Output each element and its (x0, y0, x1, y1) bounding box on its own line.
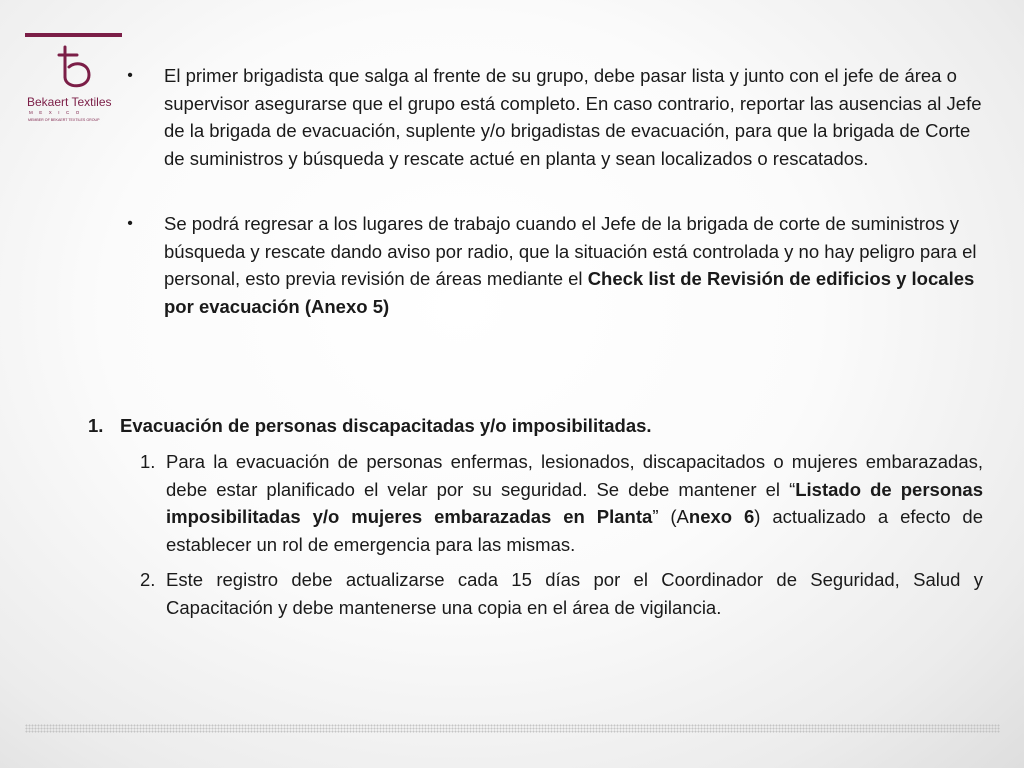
item-number: 2. (140, 569, 156, 590)
numbered-item-register (140, 566, 983, 621)
bt-monogram-icon (55, 43, 95, 93)
item-text (166, 448, 983, 558)
bullet-text (164, 210, 992, 320)
bullet-item-roll-call (120, 62, 992, 172)
annex-reference: nexo 6 (688, 506, 755, 528)
logo-accent-bar (25, 33, 122, 37)
footer-dotted-band (25, 724, 1000, 733)
numbered-item-planning (140, 448, 983, 558)
bullet-marker: • (127, 215, 133, 232)
logo-tagline: MEMBER OF BEKAERT TEXTILES GROUP (28, 118, 100, 122)
bullet-item-return-to-work (120, 210, 992, 320)
section-heading (88, 412, 652, 440)
logo-country: MEXICO (29, 110, 86, 115)
item-text-part: Para la evacuación de personas enfermas, lesionados, discapacitados o mujeres embarazadas, debe estar planificado el velar por su seguridad. Se debe mantener el “ (166, 451, 983, 500)
item-text-part: ) actualizado a efecto de establecer un rol de emergencia para las mismas. (166, 506, 983, 555)
item-number: 1. (140, 451, 156, 472)
company-logo (25, 33, 125, 128)
section-number: 1. (88, 415, 104, 436)
item-text-part: ” (A (652, 506, 689, 528)
item-text: Este registro debe actualizarse cada 15 días por el Coordinador de Seguridad, Salud y Capacitación y debe mantenerse una copia en el área de vigilancia. (166, 569, 983, 618)
bullet-text-regular: Se podrá regresar a los lugares de trabajo cuando el Jefe de la brigada de corte de suministros y búsqueda y rescate dando aviso por radio, que la situación está controlada y no hay peligro para el personal, esto previa revisión de áreas mediante el (164, 213, 977, 290)
checklist-reference: Check list de Revisión de edificios y locales por evacuación (Anexo 5) (164, 268, 975, 317)
bullet-marker: • (127, 67, 133, 84)
bullet-text: El primer brigadista que salga al frente de su grupo, debe pasar lista y junto con el jefe de área o supervisor asegurarse que el grupo está completo. En caso contrario, reportar las ausencias al Jefe de la brigada de evacuación, suplente y/o brigadistas de evacuación, para que la brigada de Corte de suministros y búsqueda y rescate actué en planta y sean localizados o rescatados. (164, 65, 982, 169)
logo-brand-name: Bekaert Textiles (27, 95, 112, 109)
section-title: Evacuación de personas discapacitadas y/o imposibilitadas. (120, 415, 652, 436)
listing-reference: Listado de personas imposibilitadas y/o mujeres embarazadas en Planta (166, 478, 983, 528)
